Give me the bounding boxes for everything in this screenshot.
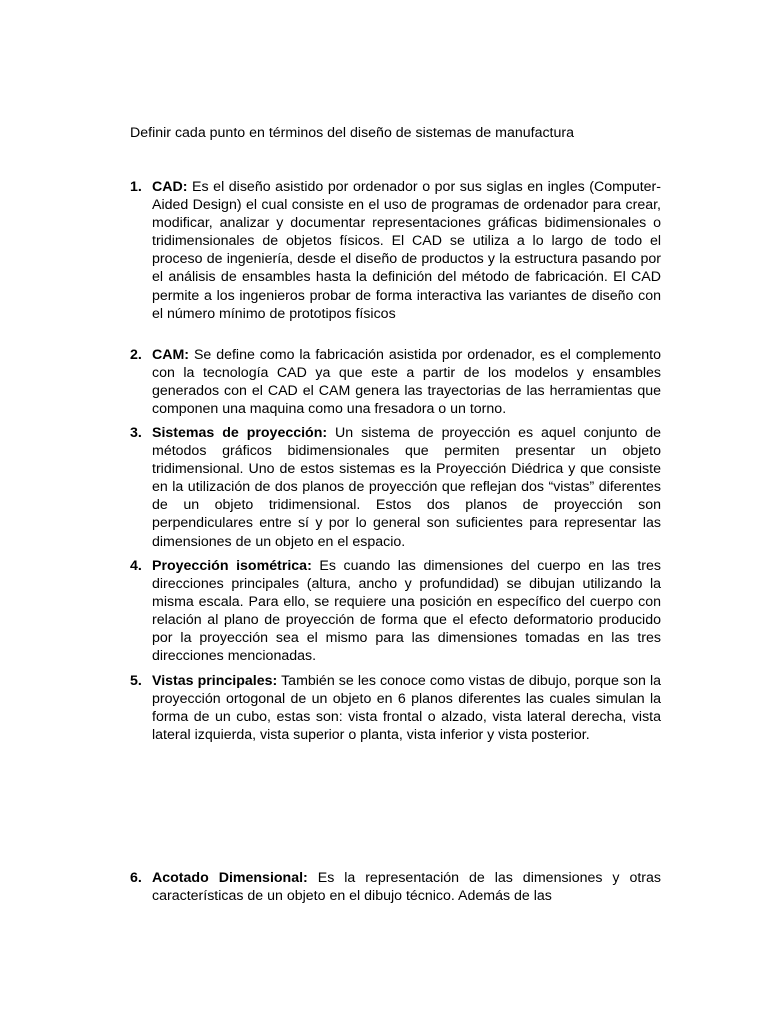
list-item [130, 424, 661, 551]
list-item-body [152, 557, 661, 666]
list-item [130, 672, 661, 744]
list-item-term: CAM: [152, 347, 190, 363]
list-item-body [152, 424, 661, 551]
list-item [130, 557, 661, 666]
list-item-body [152, 178, 661, 323]
list-item-text: Se define como la fabricación asistida por ordenador, es el complemento con la tecnología CAD ya que este a partir de los modelos y ensambles generados con el CAD el CAM genera las trayectorias de las herramientas que componen una maquina como una fresadora o un torno. [152, 347, 661, 418]
list-item-number: 3. [130, 425, 142, 441]
page-heading: Definir cada punto en términos del diseño de sistemas de manufactura [130, 125, 575, 141]
list-item-number: 6. [130, 870, 142, 886]
list-item-number: 5. [130, 673, 142, 689]
list-item-text: Es la representación de las dimensiones y otras características de un objeto en el dibujo técnico. Además de las [152, 870, 661, 905]
list-item-body [152, 869, 661, 905]
list-item-term: Vistas principales: [152, 673, 278, 689]
list-item-number: 4. [130, 558, 142, 574]
list-item [130, 346, 661, 418]
list-item [130, 869, 661, 905]
list-item-term: Sistemas de proyección: [152, 425, 328, 441]
list-item-body [152, 672, 661, 744]
list-item-text: Un sistema de proyección es aquel conjunto de métodos gráficos bidimensionales que permiten presentar un objeto tridimensional. Uno de estos sistemas es la Proyección Diédrica y que consiste en la utilización de dos planos de proyección que reflejan dos “vistas” diferentes de un objeto tridimensional. Estos dos planos de proyección son perpendiculares entre sí y por lo general son suficientes para representar las dimensiones de un objeto en el espacio. [152, 425, 661, 550]
list-item-text: Es el diseño asistido por ordenador o por sus siglas en ingles (Computer-Aided Design) el cual consiste en el uso de programas de ordenador para crear, modificar, analizar y documentar representaciones gráficas bidimensionales o tridimensionales de objetos físicos. El CAD se utiliza a lo largo de todo el proceso de ingeniería, desde el diseño de productos y la estructura pasando por el análisis de ensambles hasta la definición del método de fabricación. El CAD permite a los ingenieros probar de forma interactiva las variantes de diseño con el número mínimo de prototipos físicos [152, 179, 661, 322]
list-item-number: 2. [130, 347, 142, 363]
list-item-body [152, 346, 661, 418]
list-item-number: 1. [130, 179, 142, 195]
list-item-term: Acotado Dimensional: [152, 870, 308, 886]
list-item [130, 178, 661, 323]
list-item-term: Proyección isométrica: [152, 558, 312, 574]
list-item-text: Es cuando las dimensiones del cuerpo en las tres direcciones principales (altura, ancho y profundidad) se dibujan utilizando la misma escala. Para ello, se requiere una posición en específico del cuerpo con relación al plano de proyección de forma que el efecto deformatorio producido por la proyección sea el mismo para las dimensiones tomadas en las tres direcciones mencionadas. [152, 558, 662, 665]
list-item-term: CAD: [152, 179, 188, 195]
list-item-text: También se les conoce como vistas de dibujo, porque son la proyección ortogonal de un objeto en 6 planos diferentes las cuales simulan la forma de un cubo, estas son: vista frontal o alzado, vista lateral derecha, vista lateral izquierda, vista superior o planta, vista inferior y vista posterior. [152, 673, 661, 744]
